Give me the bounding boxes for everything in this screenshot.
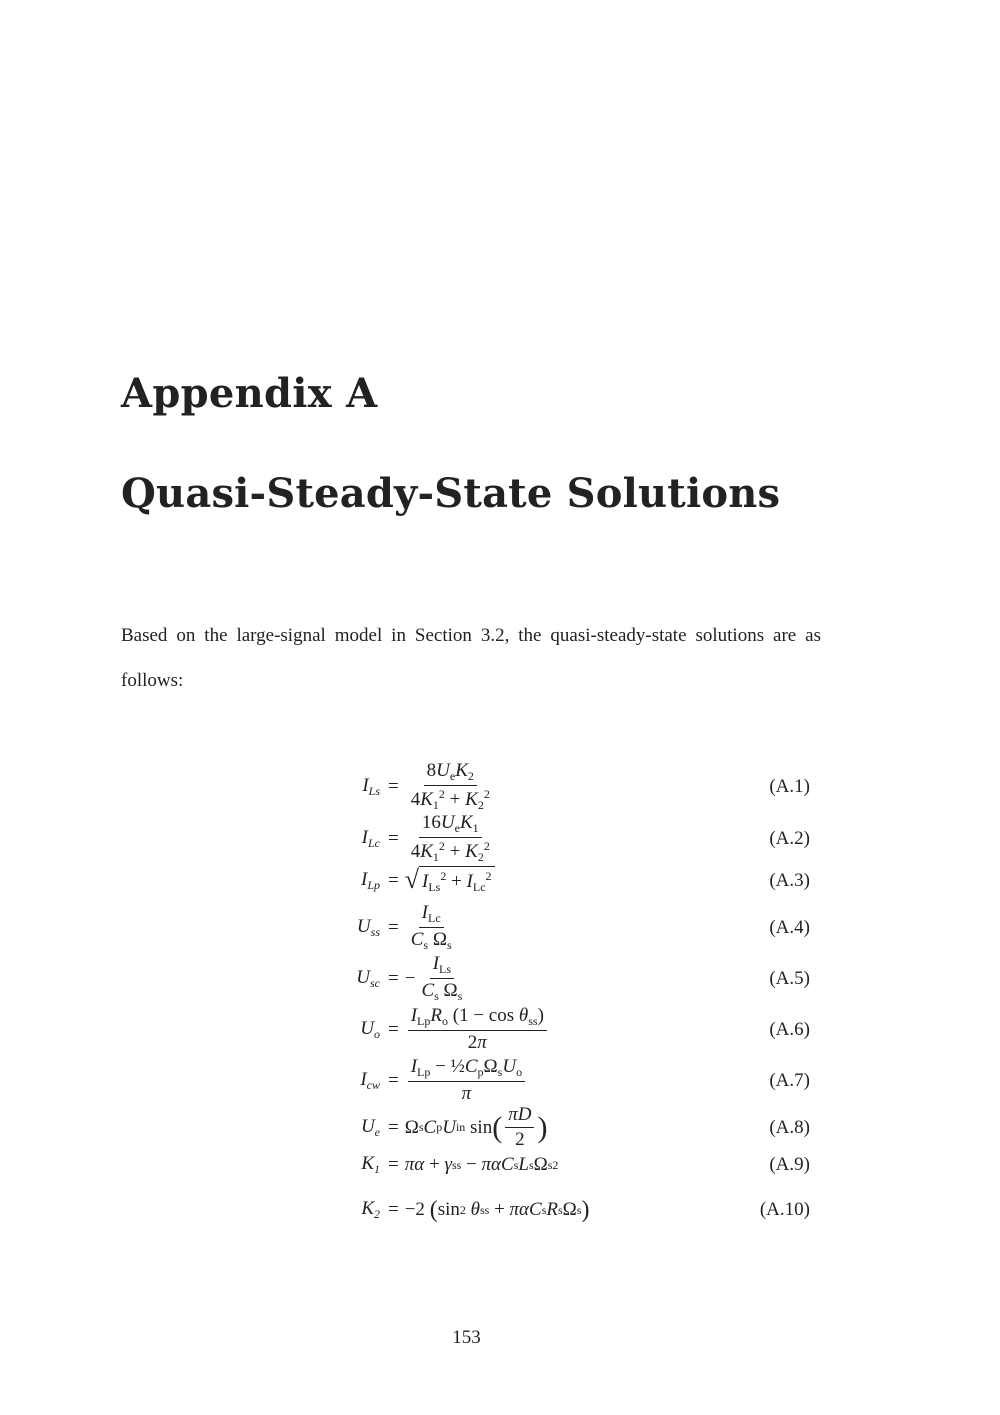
- equation-number: (A.4): [769, 916, 810, 938]
- chapter-title: Quasi-Steady-State Solutions: [121, 470, 781, 517]
- equation-a4: $U_{ss}$ = $\frac{I_{Lc}}{C_s \Omega_s}$ (A.4): [356, 902, 810, 952]
- equation-number: (A.2): [769, 827, 810, 849]
- equation-a7: $I_{cw}$ = $\frac{I_{Lp} - \frac{1}{2}C_p\Omega_sU_o}{\pi}$ (A.7): [360, 1056, 810, 1104]
- equation-number: (A.6): [769, 1018, 810, 1040]
- equation-number: (A.5): [769, 967, 810, 989]
- equation-number: (A.8): [769, 1116, 810, 1138]
- equation-a8: $U_e$ = Ω s C p U in sin ( $\frac{\pi D}{2}$ ) (A.8): [360, 1104, 810, 1150]
- equation-a10: $K_2$ = −2 ( sin 2 θ ss + πα C s R s Ω s ) (A.10): [361, 1197, 810, 1223]
- equation-number: (A.3): [769, 869, 810, 891]
- page-number: 153: [452, 1327, 481, 1348]
- equation-number: (A.7): [769, 1069, 810, 1091]
- intro-paragraph: Based on the large-signal model in Section 3.2, the quasi-steady-state solutions are as follows:: [121, 625, 821, 691]
- equation-a9: $K_1$ = πα + γ ss − πα C s L s Ω s 2 (A.9): [361, 1153, 810, 1176]
- equation-a2: $I_{Lc}$ = $\frac{16U_eK_1}{4K_1^2 + K_2^2}$ (A.2): [361, 812, 810, 864]
- chapter-label: Appendix A: [121, 370, 378, 417]
- equation-a5: $U_{sc}$ = − $\frac{I_{Ls}}{C_s \Omega_s}$ (A.5): [356, 953, 810, 1003]
- equation-number: (A.1): [769, 775, 810, 797]
- equation-a3: $I_{Lp}$ = √ $I_{Ls}^2 + I_{Lc}^2$ (A.3): [360, 865, 810, 894]
- equation-a6: $U_o$ = $\frac{I_{Lp}R_o (1 - \cos \theta_{ss})}{2\pi}$ (A.6): [360, 1005, 810, 1053]
- equation-a1: $I_{Ls}$ = $\frac{8U_eK_2}{4K_1^2 + K_2^2}$ (A.1): [362, 760, 810, 812]
- equation-number: (A.10): [759, 1199, 810, 1220]
- equation-number: (A.9): [769, 1154, 810, 1175]
